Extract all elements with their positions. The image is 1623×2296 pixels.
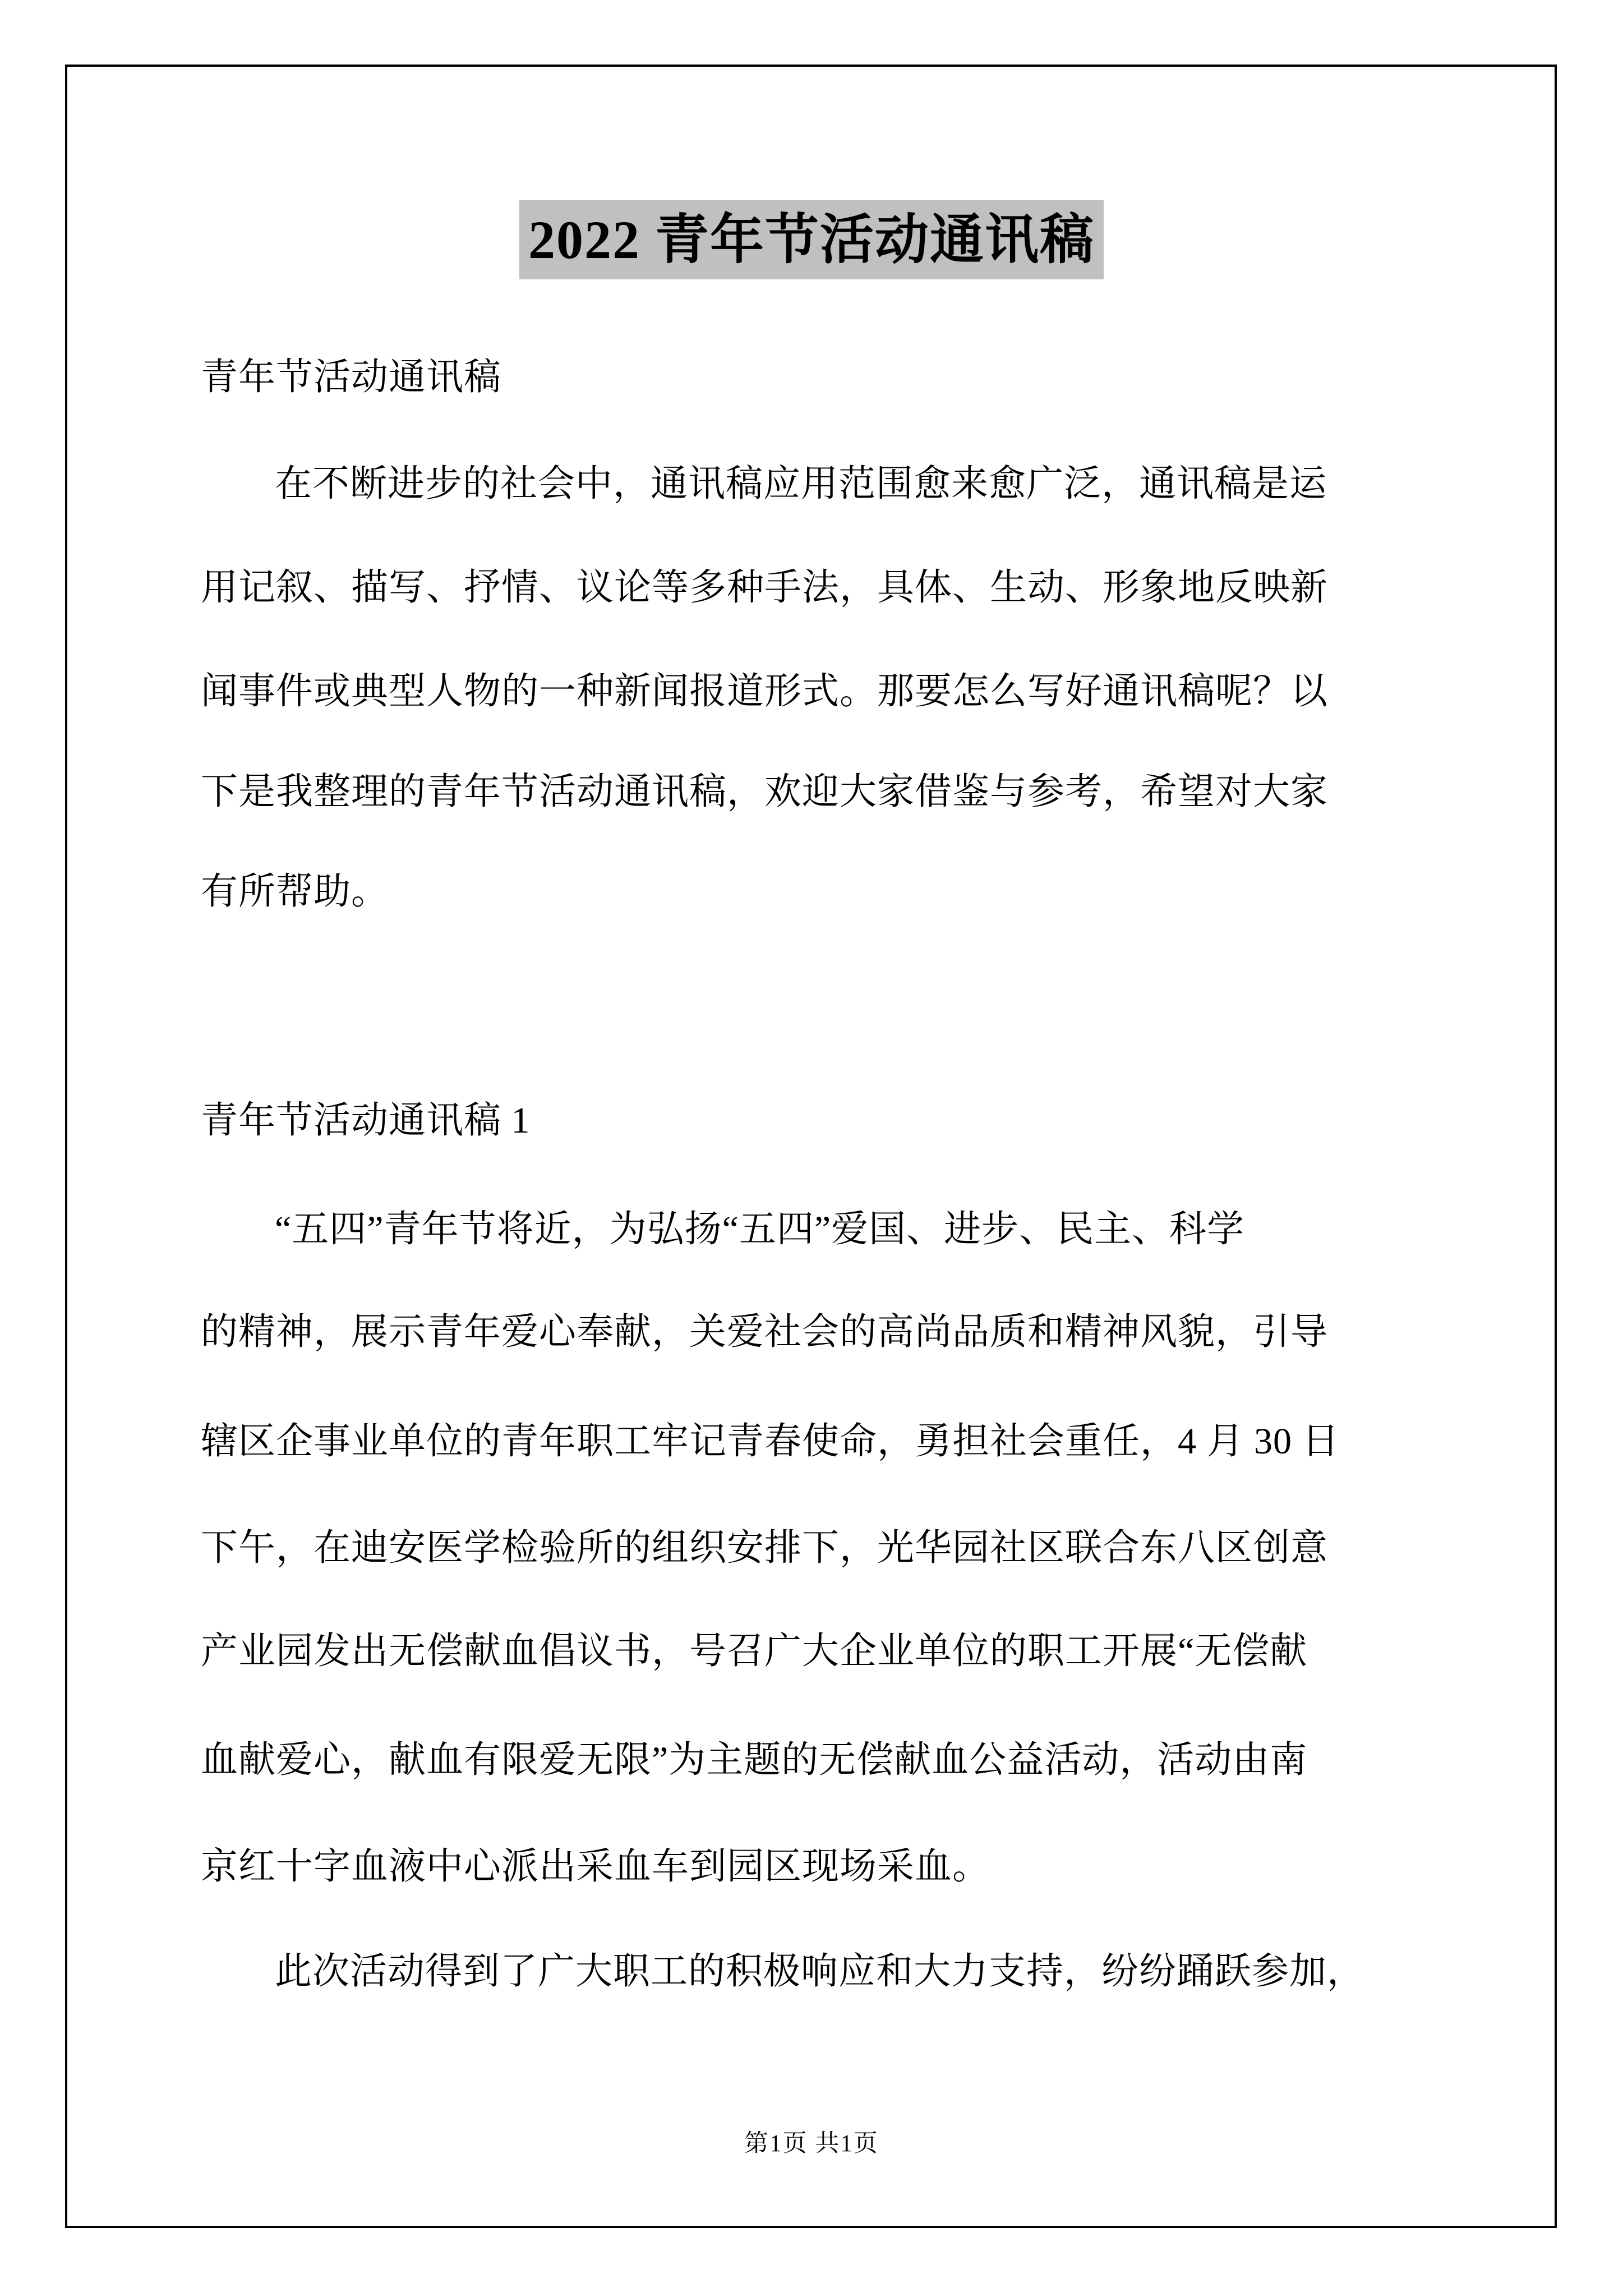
body-line: 辖区企事业单位的青年职工牢记青春使命，勇担社会重任，4 月 30 日: [201, 1421, 1340, 1462]
body-line-section-heading: 青年节活动通讯稿 1: [201, 1100, 531, 1141]
document-title-row: [0, 200, 1623, 279]
body-line: 下是我整理的青年节活动通讯稿，欢迎大家借鉴与参考，希望对大家: [201, 771, 1328, 812]
body-line: 产业园发出无偿献血倡议书，号召广大企业单位的职工开展“无偿献: [201, 1631, 1308, 1672]
body-line: 的精神，展示青年爱心奉献，关爱社会的高尚品质和精神风貌，引导: [201, 1312, 1328, 1352]
page-number-footer: 第1页 共1页: [744, 2131, 879, 2157]
body-line: 血献爱心，献血有限爱无限”为主题的无偿献血公益活动，活动由南: [201, 1740, 1308, 1780]
body-line: 在不断进步的社会中，通讯稿应用范围愈来愈广泛，通讯稿是运: [275, 463, 1327, 504]
body-line: 有所帮助。: [201, 871, 389, 912]
body-line: 京红十字血液中心派出采血车到园区现场采血。: [201, 1846, 990, 1887]
body-line: 用记叙、描写、抒情、议论等多种手法，具体、生动、形象地反映新: [201, 567, 1328, 608]
body-line: 此次活动得到了广大职工的积极响应和大力支持，纷纷踊跃参加，: [275, 1951, 1364, 1992]
body-line: “五四”青年节将近，为弘扬“五四”爱国、进步、民主、科学: [275, 1209, 1245, 1250]
body-line-section-heading: 青年节活动通讯稿: [201, 357, 501, 398]
document-title: 2022 青年节活动通讯稿: [519, 200, 1104, 279]
body-line: 闻事件或典型人物的一种新闻报道形式。那要怎么写好通讯稿呢？以: [201, 671, 1328, 712]
body-line: 下午，在迪安医学检验所的组织安排下，光华园社区联合东八区创意: [201, 1527, 1328, 1568]
